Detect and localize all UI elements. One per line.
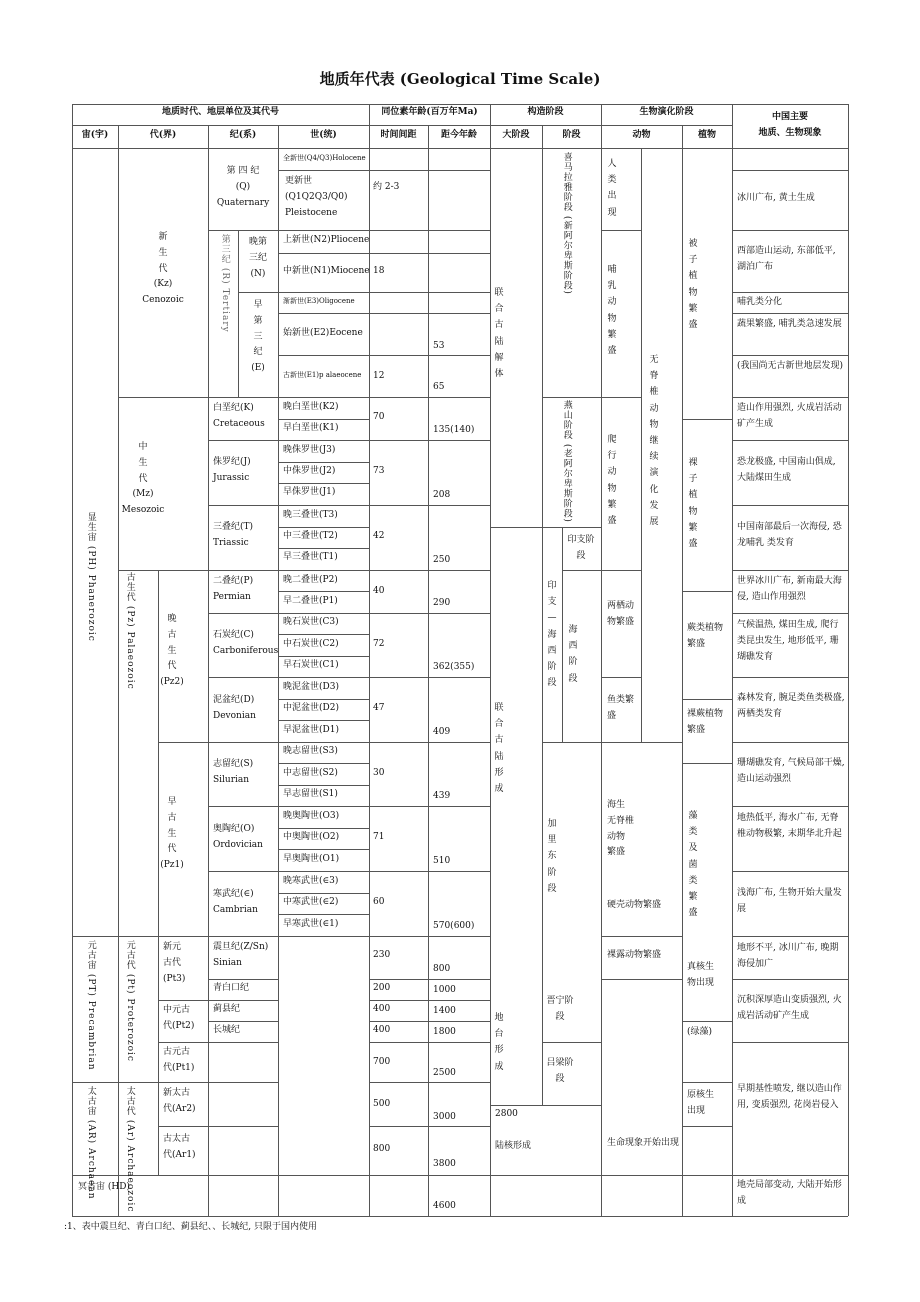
age-jurassic: 208 [433, 490, 451, 500]
animal-naked: 裸露动物繁盛 [607, 950, 662, 960]
era-early-paleozoic: 早 古 生 代 (Pz1) [160, 797, 184, 870]
header-china-main: 中国主要 [771, 112, 808, 122]
plant-algae: 藻类及菌类繁盛 [688, 811, 698, 919]
epoch-t1: 早三叠世(T1) [283, 552, 338, 562]
animal-invertebrate: 无脊椎动物继续演化发展 [649, 355, 659, 527]
epoch-j3: 晚侏罗世(J3) [283, 445, 336, 455]
interval-sinian: 230 [373, 950, 391, 960]
epoch-holocene: 全新世(Q4/Q3)Holocene [283, 154, 366, 162]
age-cambrian: 570(600) [433, 921, 475, 931]
china-cambrian: 浅海广布, 生物开始大量发展 [737, 888, 842, 915]
china-devonian: 森林发育, 腕足类鱼类极盛, 两栖类发育 [737, 693, 845, 720]
age-paleoproterozoic: 2500 [433, 1068, 456, 1078]
age-silurian: 439 [433, 791, 451, 801]
tectonic-indosinian: 印支阶段 [567, 535, 595, 562]
era-proterozoic: 元古代 (Pt) Proterozoic [124, 940, 135, 1062]
epoch-s2: 中志留世(S2) [283, 768, 338, 778]
china-hadean: 地壳局部变动, 大陆开始形成 [737, 1180, 842, 1207]
epoch-j1: 早侏罗世(J1) [283, 487, 336, 497]
china-ordovician: 地热低平, 海水广布, 无脊椎动物极繁, 末期华北升起 [737, 813, 842, 840]
epoch-e3: 晚寒武世(∈3) [283, 876, 339, 886]
interval-paleoarchean: 800 [373, 1144, 391, 1154]
epoch-s3: 晚志留世(S3) [283, 746, 338, 756]
tectonic-platform-formation: 地台形成 [494, 1013, 504, 1072]
china-jurassic: 恐龙极盛, 中国南山俱成, 大陆煤田生成 [737, 457, 836, 484]
china-oligocene: 哺乳类分化 [737, 297, 783, 307]
plant-psilophyte: 裸蕨植物繁盛 [687, 709, 724, 736]
china-cretaceous: 造山作用强烈, 火成岩活动矿产生成 [737, 403, 842, 430]
period-changcheng: 长城纪 [213, 1025, 241, 1035]
tectonic-yanshan: 燕山阶段 (老阿尔卑斯阶段) [561, 400, 572, 523]
epoch-e1: 早寒武世(∈1) [283, 919, 339, 929]
eon-phanerozoic: 显生宙 (PH) Phanerozoic [85, 512, 96, 642]
epoch-d1: 早泥盆世(D1) [283, 725, 339, 735]
epoch-c3: 晚石炭世(C3) [283, 617, 339, 627]
interval-paleoproterozoic: 700 [373, 1057, 391, 1067]
tectonic-2800: 2800 [495, 1109, 518, 1119]
age-hadean: 4600 [433, 1201, 456, 1211]
header-interval: 时间间距 [380, 130, 417, 140]
period-jixian: 蓟县纪 [213, 1004, 241, 1014]
header-major-stage: 大阶段 [502, 130, 530, 140]
eon-proterozoic: 元古宙 (PT) Precambrian [85, 940, 96, 1071]
era-mesozoic: 中 生 代 (Mz) Mesozoic [121, 442, 165, 515]
interval-jurassic: 73 [373, 466, 385, 476]
animal-life-begins: 生命现象开始出现 [607, 1138, 680, 1148]
era-neoarchean: 新太古 代(Ar2) [163, 1088, 196, 1114]
epoch-e2: 中寒武世(∈2) [283, 897, 339, 907]
header-period: 纪(系) [229, 130, 257, 140]
age-neoarchean: 3000 [433, 1112, 456, 1122]
period-jurassic: 侏罗纪(J) Jurassic [213, 457, 251, 483]
tectonic-pangea-formation: 联合古陆形成 [494, 703, 504, 794]
epoch-d2: 中泥盆世(D2) [283, 703, 339, 713]
period-paleogene: 早 第 三 纪 (E) [251, 300, 265, 373]
header-tectonic: 构造阶段 [527, 107, 564, 117]
interval-permian: 40 [373, 586, 385, 596]
animal-human: 人类出现 [607, 159, 617, 218]
epoch-s1: 早志留世(S1) [283, 789, 338, 799]
epoch-miocene: 中新世(N1)Miocene [283, 266, 370, 276]
interval-changcheng: 400 [373, 1025, 391, 1035]
china-permian: 世界冰川广布, 新南最大海侵, 造山作用强烈 [737, 576, 842, 603]
epoch-d3: 晚泥盆世(D3) [283, 682, 339, 692]
era-mesoproterozoic: 中元古 代(Pt2) [163, 1005, 195, 1031]
tectonic-pangea-breakup: 联合古陆解体 [494, 288, 504, 379]
china-quaternary: 冰川广布, 黄土生成 [737, 193, 815, 203]
animal-reptile: 爬行动物繁盛 [607, 435, 617, 526]
epoch-o3: 晚奥陶世(O3) [283, 811, 340, 821]
tectonic-new-alpine: 喜马拉雅阶段 (新阿尔卑斯阶段) [561, 152, 572, 295]
epoch-o2: 中奥陶世(O2) [283, 832, 340, 842]
age-changcheng: 1800 [433, 1027, 456, 1037]
china-sinian: 地形不平, 冰川广布, 晚期海侵加广 [737, 943, 839, 970]
period-quaternary: 第 四 纪 (Q) Quaternary [216, 166, 270, 208]
interval-neogene: 18 [373, 266, 385, 276]
header-china-sub: 地质、生物现象 [758, 128, 822, 138]
animal-shelly: 硬壳动物繁盛 [607, 900, 662, 910]
china-silurian: 珊瑚礁发育, 气候局部干燥, 造山运动强烈 [737, 758, 845, 785]
tectonic-indosinian-variscan: 印支—海西阶段 [547, 581, 557, 689]
period-qingbaikou: 青白口纪 [213, 983, 250, 993]
animal-amphibian: 两栖动物繁盛 [607, 601, 635, 628]
plant-prokaryote: 原核生 出现 [687, 1090, 715, 1116]
period-sinian: 震旦纪(Z/Sn) Sinian [213, 942, 269, 968]
tectonic-lvliang: 吕梁阶段 [546, 1058, 574, 1085]
age-carboniferous: 362(355) [433, 662, 475, 672]
interval-paleocene: 12 [373, 371, 385, 381]
interval-silurian: 30 [373, 768, 385, 778]
era-paleoproterozoic: 古元古 代(Pt1) [163, 1047, 195, 1073]
header-age-group: 同位素年龄(百万年Ma) [381, 107, 478, 117]
china-carboniferous: 气候温热, 煤田生成, 爬行类昆虫发生, 地形低平, 珊瑚礁发育 [737, 620, 839, 663]
epoch-p1: 早二叠世(P1) [283, 596, 338, 606]
age-sinian: 800 [433, 964, 451, 974]
epoch-paleocene: 古新世(E1)p alaeocene [283, 371, 362, 379]
plant-green-algae: (绿藻) [687, 1027, 713, 1037]
period-devonian: 泥盆纪(D) Devonian [213, 695, 256, 721]
animal-marine-invertebrate: 海生 无脊椎 动物 繁盛 [607, 800, 635, 858]
tectonic-jinning: 晋宁阶段 [546, 996, 574, 1023]
period-tertiary: 第三纪 (R) Tertiary [219, 234, 230, 333]
header-eon: 宙(宇) [81, 130, 109, 140]
age-triassic: 250 [433, 555, 451, 565]
china-paleocene: (我国尚无古新世地层发现) [737, 361, 844, 371]
epoch-eocene: 始新世(E2)Eocene [283, 328, 363, 338]
interval-cretaceous: 70 [373, 412, 385, 422]
period-permian: 二叠纪(P) Permian [213, 576, 254, 602]
china-archean: 早期基性喷发, 继以造山作用, 变质强烈, 花岗岩侵入 [737, 1084, 842, 1111]
age-paleoarchean: 3800 [433, 1159, 456, 1169]
interval-triassic: 42 [373, 531, 385, 541]
epoch-c2: 中石炭世(C2) [283, 639, 339, 649]
epoch-o1: 早奥陶世(O1) [283, 854, 340, 864]
age-permian: 290 [433, 598, 451, 608]
eon-archean: 太古宙 (AR) Archaean [85, 1086, 96, 1200]
age-paleocene: 65 [433, 382, 445, 392]
page-title: 地质年代表 (Geological Time Scale) [319, 70, 601, 88]
age-cretaceous: 135(140) [433, 425, 475, 435]
epoch-c1: 早石炭世(C1) [283, 660, 339, 670]
tectonic-variscan: 海西阶段 [568, 625, 578, 684]
epoch-j2: 中侏罗世(J2) [283, 466, 336, 476]
epoch-p2: 晚二叠世(P2) [283, 575, 338, 585]
age-ordovician: 510 [433, 856, 451, 866]
interval-carboniferous: 72 [373, 639, 385, 649]
interval-qingbaikou: 200 [373, 983, 391, 993]
interval-jixian: 400 [373, 1004, 391, 1014]
interval-cambrian: 60 [373, 897, 385, 907]
period-carboniferous: 石炭纪(C) Carboniferous [213, 630, 279, 656]
epoch-pleistocene: 更新世 (Q1Q2Q3/Q0) Pleistocene [285, 176, 348, 218]
era-archean: 太古代 (Ar) Archaeozoic [124, 1086, 135, 1213]
period-silurian: 志留纪(S) Silurian [213, 759, 254, 785]
era-neoproterozoic: 新元 古代 (Pt3) [163, 942, 186, 984]
plant-gymnosperm: 裸子植物繁盛 [688, 458, 698, 549]
animal-mammal: 哺乳动物繁盛 [607, 265, 617, 356]
era-late-paleozoic: 晚 古 生 代 (Pz2) [160, 614, 184, 687]
period-ordovician: 奥陶纪(O) Ordovician [213, 824, 263, 850]
plant-eukaryote: 真核生 物出现 [687, 962, 715, 988]
china-neogene: 西部造山运动, 东部低平, 湖泊广布 [737, 246, 836, 273]
age-qingbaikou: 1000 [433, 985, 456, 995]
epoch-k2: 晚白垩世(K2) [283, 402, 339, 412]
era-paleoarchean: 古太古 代(Ar1) [163, 1134, 196, 1160]
era-cenozoic: 新 生 代 (Kz) Cenozoic [142, 232, 184, 305]
age-jixian: 1400 [433, 1006, 456, 1016]
period-cambrian: 寒武纪(∈) Cambrian [213, 889, 258, 915]
age-eocene: 53 [433, 341, 445, 351]
china-triassic: 中国南部最后一次海侵, 恐龙哺乳 类发育 [737, 522, 842, 549]
period-triassic: 三叠纪(T) Triassic [213, 522, 254, 548]
interval-neoarchean: 500 [373, 1099, 391, 1109]
header-units: 地质时代、地层单位及其代号 [161, 107, 279, 117]
epoch-t3: 晚三叠世(T3) [283, 510, 338, 520]
interval-quaternary: 约 2-3 [373, 182, 400, 192]
epoch-oligocene: 渐新世(E3)Oligocene [283, 297, 355, 305]
footnote: :1、表中震旦纪、青白口纪、蓟县纪、、长城纪, 只限于国内使用 [64, 1222, 317, 1232]
header-bio: 生物演化阶段 [639, 107, 694, 117]
epoch-pliocene: 上新世(N2)Pliocene [283, 235, 370, 245]
header-epoch: 世(统) [310, 130, 337, 140]
tectonic-continental-core: 陆核形成 [495, 1141, 532, 1151]
era-palaeozoic: 古生代 (Pz) Palaeozoic [124, 572, 135, 690]
china-eocene: 蔬果繁盛, 哺乳类急速发展 [737, 319, 842, 329]
china-mesoproterozoic: 沉积深厚造山变质强烈, 火成岩活动矿产生成 [737, 995, 842, 1022]
epoch-k1: 早白垩世(K1) [283, 423, 339, 433]
header-stage: 阶段 [562, 130, 581, 140]
plant-angiosperm: 被子植物繁盛 [688, 239, 698, 330]
interval-devonian: 47 [373, 703, 385, 713]
epoch-t2: 中三叠世(T2) [283, 531, 338, 541]
header-era: 代(界) [149, 130, 177, 140]
animal-fish: 鱼类繁盛 [607, 695, 635, 722]
plant-fern: 蕨类植物繁盛 [687, 623, 724, 650]
header-animals: 动物 [632, 130, 651, 140]
period-neogene: 晚第 三纪 (N) [248, 237, 267, 279]
interval-ordovician: 71 [373, 832, 385, 842]
tectonic-caledonian: 加里东阶段 [547, 819, 557, 894]
period-cretaceous: 白垩纪(K) Cretaceous [213, 403, 265, 429]
header-plants: 植物 [697, 130, 716, 140]
age-devonian: 409 [433, 727, 451, 737]
eon-hadean: 冥古宙 (HD) [78, 1182, 130, 1192]
header-age: 距今年龄 [440, 130, 477, 140]
